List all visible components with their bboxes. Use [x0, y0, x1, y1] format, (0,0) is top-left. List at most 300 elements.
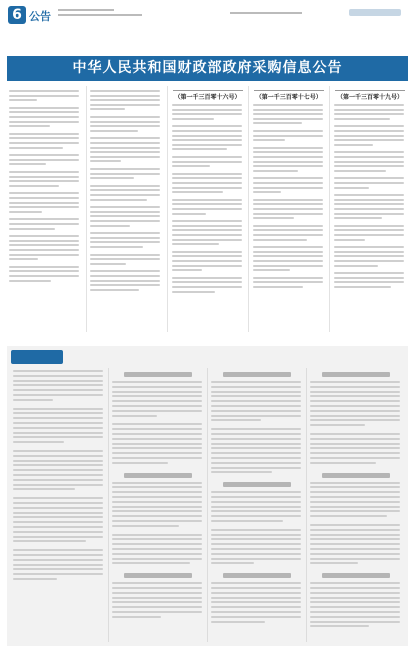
text-line: [13, 536, 103, 538]
service-column: [308, 368, 404, 642]
text-line: [13, 417, 103, 419]
text-line: [253, 191, 281, 193]
text-line: [112, 592, 202, 594]
text-line: [13, 512, 103, 514]
text-line: [90, 142, 160, 144]
text-line: [112, 415, 157, 417]
text-line: [253, 170, 298, 172]
text-line: [310, 553, 400, 555]
text-line: [9, 218, 79, 220]
column-divider: [248, 86, 249, 332]
text-line: [334, 130, 404, 132]
text-line: [211, 386, 301, 388]
text-line: [90, 185, 160, 187]
text-line: [211, 538, 301, 540]
text-line: [253, 286, 303, 288]
text-line: [310, 410, 400, 412]
text-line: [310, 510, 400, 512]
text-line: [172, 135, 242, 137]
column-divider: [108, 368, 109, 642]
text-line: [9, 211, 42, 213]
text-line: [211, 457, 301, 459]
service-subheading: [209, 480, 305, 489]
text-line: [90, 225, 130, 227]
text-line: [9, 235, 79, 237]
text-line: [211, 496, 301, 498]
text-line: [211, 433, 301, 435]
text-line: [9, 99, 37, 101]
service-subheading: [308, 571, 404, 580]
text-line: [211, 395, 301, 397]
text-line: [253, 130, 323, 132]
text-line: [13, 497, 103, 499]
text-line: [334, 187, 369, 189]
text-line: [90, 220, 160, 222]
text-line: [9, 258, 38, 260]
text-line: [112, 548, 202, 550]
text-line: [90, 194, 160, 196]
notice-column: [170, 86, 246, 332]
text-line: [211, 510, 301, 512]
text-line: [253, 229, 323, 231]
text-line: [253, 203, 323, 205]
text-line: [9, 240, 79, 242]
text-line: [172, 260, 242, 262]
text-line: [310, 457, 400, 459]
text-line: [211, 415, 301, 417]
text-line: [13, 380, 103, 382]
text-line: [211, 553, 301, 555]
text-line: [9, 228, 55, 230]
text-line: [310, 381, 400, 383]
notice-column: [332, 86, 408, 332]
text-line: [253, 109, 323, 111]
text-line: [112, 587, 202, 589]
text-line: [211, 606, 301, 608]
text-line: [310, 611, 400, 613]
text-line: [253, 139, 285, 141]
text-line: [112, 452, 202, 454]
text-line: [253, 165, 323, 167]
text-line: [310, 386, 400, 388]
text-line: [310, 395, 400, 397]
text-line: [211, 611, 301, 613]
text-line: [310, 534, 400, 536]
text-line: [13, 399, 53, 401]
text-line: [253, 265, 323, 267]
service-column: [110, 368, 206, 642]
text-line: [172, 165, 210, 167]
text-line: [211, 520, 283, 522]
text-line: [334, 217, 382, 219]
text-line: [90, 254, 160, 256]
text-line: [13, 559, 103, 561]
text-line: [90, 289, 139, 291]
editor-line: [58, 14, 142, 16]
text-line: [9, 270, 79, 272]
column-divider: [329, 86, 330, 332]
text-line: [112, 438, 202, 440]
text-line: [211, 447, 301, 449]
text-line: [9, 137, 79, 139]
text-line: [172, 229, 242, 231]
text-line: [172, 269, 202, 271]
text-line: [334, 194, 404, 196]
text-line: [13, 564, 103, 566]
service-subheading: [209, 370, 305, 379]
text-line: [13, 474, 103, 476]
text-line: [211, 562, 254, 564]
text-line: [112, 443, 202, 445]
text-line: [334, 177, 404, 179]
text-line: [112, 496, 202, 498]
text-line: [334, 161, 404, 163]
text-line: [211, 597, 301, 599]
service-subheading: [110, 571, 206, 580]
text-line: [334, 239, 365, 241]
text-line: [334, 203, 404, 205]
text-line: [112, 601, 202, 603]
text-line: [13, 394, 103, 396]
text-line: [334, 170, 386, 172]
text-line: [172, 243, 219, 245]
text-line: [211, 515, 301, 517]
text-line: [9, 95, 79, 97]
text-line: [172, 139, 242, 141]
contact-line: [230, 12, 302, 14]
text-line: [112, 486, 202, 488]
text-line: [172, 118, 214, 120]
text-line: [253, 161, 323, 163]
text-line: [112, 447, 202, 449]
text-line: [253, 277, 323, 279]
text-line: [211, 621, 265, 623]
text-line: [211, 471, 272, 473]
service-header: [11, 350, 63, 364]
service-column: [11, 368, 107, 642]
text-line: [13, 436, 103, 438]
text-line: [90, 121, 160, 123]
text-line: [112, 520, 202, 522]
text-line: [334, 165, 404, 167]
text-line: [90, 104, 160, 106]
text-line: [112, 515, 202, 517]
text-line: [13, 460, 103, 462]
text-line: [211, 400, 301, 402]
text-line: [211, 543, 301, 545]
text-line: [13, 531, 103, 533]
text-line: [253, 208, 323, 210]
text-line: [90, 99, 160, 101]
text-line: [334, 277, 404, 279]
text-line: [13, 549, 103, 551]
text-line: [253, 225, 323, 227]
text-line: [13, 507, 103, 509]
text-line: [172, 281, 242, 283]
text-line: [13, 464, 103, 466]
text-line: [9, 254, 79, 256]
text-line: [9, 90, 79, 92]
text-line: [9, 142, 79, 144]
text-line: [211, 587, 301, 589]
text-line: [310, 486, 400, 488]
text-line: [112, 506, 202, 508]
text-line: [9, 121, 79, 123]
text-line: [13, 432, 103, 434]
text-line: [9, 223, 79, 225]
text-line: [90, 215, 160, 217]
text-line: [9, 249, 79, 251]
text-line: [90, 246, 143, 248]
text-line: [9, 111, 79, 113]
text-line: [172, 130, 242, 132]
text-line: [13, 540, 86, 542]
service-column: [209, 368, 305, 642]
text-line: [172, 199, 242, 201]
text-line: [13, 412, 103, 414]
text-line: [172, 173, 242, 175]
text-line: [310, 391, 400, 393]
text-line: [334, 234, 404, 236]
text-line: [112, 606, 202, 608]
text-line: [211, 428, 301, 430]
text-line: [310, 447, 400, 449]
text-line: [112, 462, 168, 464]
text-line: [13, 484, 103, 486]
text-line: [253, 251, 323, 253]
text-line: [334, 118, 390, 120]
service-subheading: [308, 370, 404, 379]
text-line: [9, 244, 79, 246]
text-line: [9, 176, 79, 178]
text-line: [90, 263, 126, 265]
text-line: [310, 529, 400, 531]
text-line: [90, 147, 160, 149]
text-line: [253, 213, 323, 215]
text-line: [211, 462, 301, 464]
text-line: [172, 251, 242, 253]
text-line: [310, 582, 400, 584]
text-line: [13, 526, 103, 528]
text-line: [310, 496, 400, 498]
text-line: [112, 582, 202, 584]
text-line: [9, 185, 59, 187]
text-line: [90, 177, 134, 179]
text-line: [9, 107, 79, 109]
text-line: [172, 125, 242, 127]
text-line: [253, 281, 323, 283]
notice-heading: （第一千三百零十六号）: [174, 94, 241, 101]
text-line: [13, 422, 103, 424]
text-line: [90, 258, 160, 260]
text-line: [172, 291, 215, 293]
text-line: [172, 148, 227, 150]
text-line: [253, 217, 294, 219]
section-label: 公告: [29, 10, 51, 23]
text-line: [310, 587, 400, 589]
column-divider: [207, 368, 208, 642]
text-line: [211, 381, 301, 383]
text-line: [9, 163, 46, 165]
text-line: [334, 251, 404, 253]
text-line: [334, 113, 404, 115]
text-line: [253, 147, 323, 149]
text-line: [90, 130, 138, 132]
text-line: [13, 578, 57, 580]
text-line: [90, 211, 160, 213]
text-line: [90, 156, 160, 158]
text-line: [90, 189, 160, 191]
text-line: [211, 467, 301, 469]
text-line: [253, 182, 323, 184]
text-line: [9, 280, 51, 282]
text-line: [253, 269, 290, 271]
service-subheading: [110, 370, 206, 379]
text-line: [13, 408, 103, 410]
text-line: [211, 534, 301, 536]
text-line: [90, 108, 125, 110]
text-line: [90, 206, 160, 208]
text-line: [310, 558, 400, 560]
text-line: [13, 573, 103, 575]
text-line: [253, 177, 323, 179]
text-line: [334, 208, 404, 210]
text-line: [310, 601, 400, 603]
text-line: [112, 381, 202, 383]
notice-columns: [7, 86, 408, 332]
text-line: [172, 225, 242, 227]
text-line: [334, 286, 391, 288]
text-line: [13, 516, 103, 518]
text-line: [211, 419, 261, 421]
text-line: [334, 104, 404, 106]
text-line: [90, 232, 160, 234]
column-divider: [167, 86, 168, 332]
text-line: [172, 187, 242, 189]
text-line: [9, 154, 79, 156]
text-line: [112, 553, 202, 555]
text-line: [112, 616, 161, 618]
text-line: [13, 502, 103, 504]
text-line: [172, 220, 242, 222]
text-line: [334, 260, 404, 262]
text-line: [112, 611, 202, 613]
text-line: [253, 113, 323, 115]
text-line: [310, 543, 400, 545]
text-line: [310, 548, 400, 550]
text-line: [13, 479, 103, 481]
text-line: [310, 501, 400, 503]
text-line: [90, 270, 160, 272]
text-line: [9, 266, 79, 268]
notice-column: [7, 86, 83, 332]
text-line: [9, 197, 79, 199]
text-line: [334, 246, 404, 248]
text-line: [310, 400, 400, 402]
text-line: [334, 182, 404, 184]
text-line: [112, 428, 202, 430]
text-line: [211, 506, 301, 508]
text-line: [9, 192, 79, 194]
text-line: [334, 135, 404, 137]
text-line: [253, 122, 302, 124]
text-line: [172, 255, 242, 257]
heading-rule: [335, 90, 405, 91]
notice-column: [251, 86, 327, 332]
text-line: [9, 171, 79, 173]
text-line: [112, 597, 202, 599]
text-line: [172, 203, 242, 205]
text-line: [172, 213, 206, 215]
text-line: [172, 277, 242, 279]
text-line: [253, 118, 323, 120]
text-line: [211, 391, 301, 393]
text-line: [310, 443, 400, 445]
text-line: [13, 384, 103, 386]
text-line: [310, 538, 400, 540]
text-line: [13, 427, 103, 429]
column-divider: [306, 368, 307, 642]
text-line: [310, 433, 400, 435]
text-line: [211, 410, 301, 412]
text-line: [172, 286, 242, 288]
text-line: [310, 491, 400, 493]
text-line: [112, 482, 202, 484]
text-line: [13, 441, 64, 443]
text-line: [13, 568, 103, 570]
text-line: [310, 515, 387, 517]
text-line: [310, 415, 400, 417]
text-line: [310, 419, 400, 421]
text-line: [253, 199, 323, 201]
text-line: [9, 147, 63, 149]
text-line: [334, 125, 404, 127]
text-line: [13, 469, 103, 471]
text-line: [90, 284, 160, 286]
text-line: [310, 424, 365, 426]
text-line: [310, 606, 400, 608]
text-line: [112, 410, 202, 412]
text-line: [253, 246, 323, 248]
text-line: [310, 482, 400, 484]
text-line: [211, 529, 301, 531]
notice-column: [88, 86, 164, 332]
text-line: [112, 400, 202, 402]
text-line: [310, 621, 400, 623]
text-line: [13, 450, 103, 452]
text-line: [112, 433, 202, 435]
text-line: [90, 168, 160, 170]
text-line: [253, 239, 307, 241]
text-line: [13, 455, 103, 457]
text-line: [172, 109, 242, 111]
text-line: [211, 405, 301, 407]
text-line: [90, 237, 160, 239]
text-line: [310, 597, 400, 599]
page-number-badge: 6: [8, 6, 26, 24]
text-line: [334, 229, 404, 231]
text-line: [253, 104, 323, 106]
text-line: [90, 116, 160, 118]
text-line: [112, 538, 202, 540]
text-line: [172, 177, 242, 179]
text-line: [172, 234, 242, 236]
text-line: [90, 280, 160, 282]
text-line: [310, 452, 400, 454]
text-line: [334, 281, 404, 283]
text-line: [112, 534, 202, 536]
text-line: [211, 438, 301, 440]
